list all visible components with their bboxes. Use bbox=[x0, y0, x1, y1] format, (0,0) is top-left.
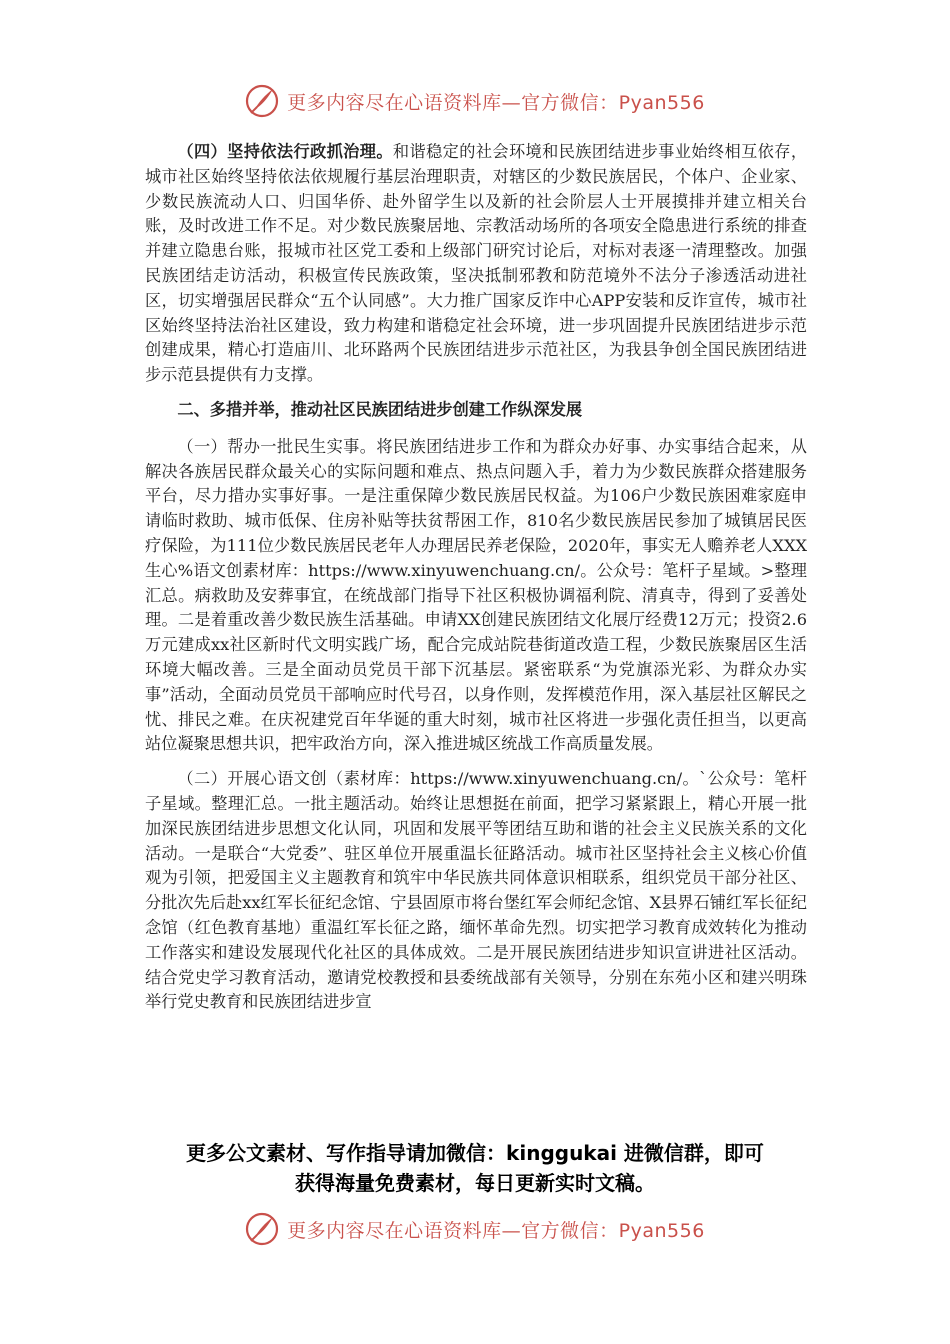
wechat-notice bbox=[0, 1138, 950, 1198]
paragraph-1: （一）帮办一批民生实事。将民族团结进步工作和为群众办好事、办实事结合起来，从解决各族居民群众最关心的实际问题和难点、热点问题入手，着力为少数民族群众搭建服务平台，尽力措办实事好事。一是注重保障少数民族居民权益。为106户少数民族困难家庭申请临时救助、城市低保、住房补贴等扶贫帮困工作，810名少数民族居民参加了城镇居民医疗保险，为111位少数民族居民老年人办理居民养老保险，2020年，事实无人赡养老人XXX生心%语文创素材库：https://www.xinyuwenchuang.cn/。公众号：笔杆子星域。>整理汇总。病救助及安葬事宜，在统战部门指导下社区积极协调福利院、清真寺，得到了妥善处理。二是着重改善少数民族生活基础。申请XX创建民族团结文化展厅经费12万元；投资2.6万元建成xx社区新时代文明实践广场，配合完成站院巷街道改造工程，少数民族聚居区生活环境大幅改善。三是全面动员党员干部下沉基层。紧密联系“为党旗添光彩、为群众办实事”活动，全面动员党员干部响应时代号召，以身作则，发挥模范作用，深入基层社区解民之忧、排民之难。在庆祝建党百年华诞的重大时刻，城市社区将进一步强化责任担当，以更高站位凝聚思想共识，把牢政治方向，深入推进城区统战工作高质量发展。 bbox=[145, 436, 807, 754]
section4-paragraph bbox=[145, 140, 807, 388]
section4-lead: （四）坚持依法行政抓治理。 bbox=[177, 142, 393, 161]
quill-logo-icon bbox=[245, 84, 279, 118]
banner-text: 更多内容尽在心语资料库—官方微信：Pyan556 bbox=[287, 1219, 705, 1242]
banner-text: 更多内容尽在心语资料库—官方微信：Pyan556 bbox=[287, 91, 705, 114]
section4-body: 和谐稳定的社会环境和民族团结进步事业始终相互依存，城市社区始终坚持依法依规履行基层治理职责，对辖区的少数民族居民，个体户、企业家、少数民族流动人口、归国华侨、赴外留学生以及新的社会阶层人士开展摸排并建立相关台账，及时改进工作不足。对少数民族聚居地、宗教活动场所的各项安全隐患进行系统的排查并建立隐患台账，报城市社区党工委和上级部门研究讨论后，对标对表逐一清理整改。加强民族团结走访活动，积极宣传民族政策，坚决抵制邪教和防范境外不法分子渗透活动进社区，切实增强居民群众“五个认同感”。大力推广国家反诈中心APP安装和反诈宣传，城市社区始终坚持法治社区建设，致力构建和谐稳定社会环境，进一步巩固提升民族团结进步示范创建成果，精心打造庙川、北环路两个民族团结进步示范社区，为我县争创全国民族团结进步示范县提供有力支撑。 bbox=[145, 142, 808, 385]
quill-logo-icon bbox=[245, 1212, 279, 1246]
wechat-id: Pyan556 bbox=[618, 1219, 705, 1242]
header-banner bbox=[0, 84, 950, 118]
notice-line-1: 更多公文素材、写作指导请加微信：kinggukai 进微信群，即可 bbox=[186, 1141, 764, 1165]
wechat-id: Pyan556 bbox=[618, 91, 705, 114]
document-body bbox=[145, 140, 807, 1021]
notice-line-2: 获得海量免费素材，每日更新实时文稿。 bbox=[295, 1171, 655, 1195]
footer-banner bbox=[0, 1212, 950, 1246]
paragraph-2: （二）开展心语文创（素材库：https://www.xinyuwenchuang.cn/。`公众号：笔杆子星域。整理汇总。一批主题活动。始终让思想挺在前面，把学习紧紧跟上，精心开展一批加深民族团结进步思想文化认同，巩固和发展平等团结互助和谐的社会主义民族关系的文化活动。一是联合“大党委”、驻区单位开展重温长征路活动。城市社区坚持社会主义核心价值观为引领，把爱国主义主题教育和筑牢中华民族共同体意识相联系，组织党员干部分社区、分批次先后赴xx红军长征纪念馆、宁县固原市将台堡红军会师纪念馆、X县界石铺红军长征纪念馆（红色教育基地）重温红军长征之路，缅怀革命先烈。切实把学习教育成效转化为推动工作落实和建设发展现代化社区的具体成效。二是开展民族团结进步知识宣讲进社区活动。结合党史学习教育活动，邀请党校教授和县委统战部有关领导，分别在东苑小区和建兴明珠举行党史教育和民族团结进步宣 bbox=[145, 769, 807, 1012]
section-heading-2: 二、多措并举，推动社区民族团结进步创建工作纵深发展 bbox=[177, 399, 583, 419]
